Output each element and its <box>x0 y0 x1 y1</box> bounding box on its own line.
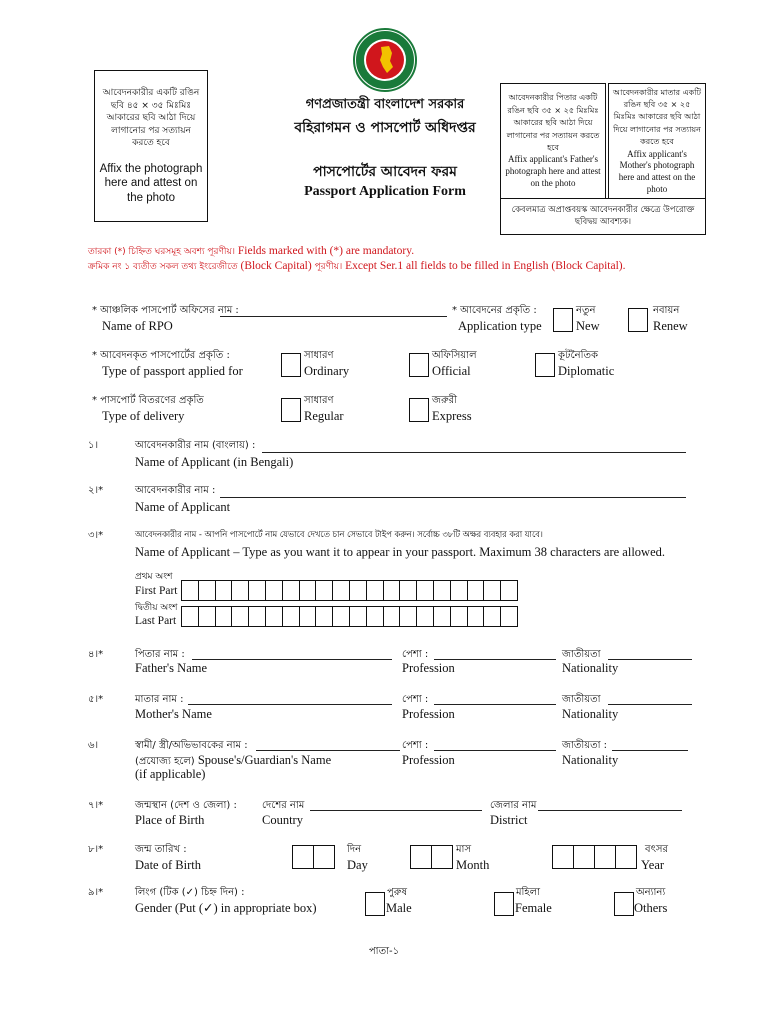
application-type-label: Application type <box>458 319 542 333</box>
spouse-profession-label: Profession <box>402 753 455 767</box>
char-cell[interactable] <box>181 580 199 601</box>
char-cell[interactable] <box>349 606 367 627</box>
field-3-label-bn: আবেদনকারীর নাম - আপনি পাসপোর্টে নাম যেভাবে দেখতে চান সেভাবে টাইপ করুন। সর্বোচ্চ ৩৮টি অক্ষর ব্যবহার করা যাবে। <box>135 529 543 539</box>
ordinary-label: Ordinary <box>304 364 350 378</box>
father-photo-box <box>500 83 606 199</box>
delivery-express-checkbox[interactable] <box>409 398 429 422</box>
diplomatic-label-bn: কূটনৈতিক <box>558 350 598 361</box>
field-1-number: ১। <box>88 440 99 451</box>
mother-profession-label: Profession <box>402 707 455 721</box>
place-of-birth-label-bn: জন্মস্থান (দেশ ও জেলা) : <box>135 800 237 811</box>
minor-note: কেবলমাত্র অপ্রাপ্তবয়স্ক আবেদনকারীর ক্ষেত্রে উপরোক্ত ছবিদ্বয় আবশ্যক। <box>511 204 695 227</box>
regular-label: Regular <box>304 409 344 423</box>
applicant-photo-instruction-en: Affix the photograph here and attest on the photo <box>99 162 203 204</box>
application-type-new-checkbox[interactable] <box>553 308 573 332</box>
year-label-bn: বৎসর <box>645 844 669 855</box>
if-applicable-bn: (প্রযোজ্য হলে) <box>135 756 195 767</box>
block-capital-note <box>88 260 625 273</box>
mother-photo-instruction-en: Affix applicant's Mother's photograph here and attest on the photo <box>618 148 696 194</box>
char-cell[interactable] <box>366 606 384 627</box>
month-label-bn: মাস <box>456 844 472 855</box>
rpo-label: Name of RPO <box>102 319 173 333</box>
field-8-number: ৮।* <box>88 844 104 855</box>
renew-label: Renew <box>653 319 688 333</box>
field-3-label: Name of Applicant – Type as you want it to appear in your passport. Maximum 38 characters are allowed. <box>135 545 665 559</box>
char-cell[interactable] <box>500 606 518 627</box>
father-nationality-label: Nationality <box>562 661 619 675</box>
day-label: Day <box>347 858 368 872</box>
spouse-nationality-input[interactable] <box>612 750 688 751</box>
last-part-label: Last Part <box>135 615 177 627</box>
char-cell[interactable] <box>265 580 283 601</box>
char-cell[interactable] <box>332 580 350 601</box>
spouse-nationality-label-bn: জাতীয়তা : <box>562 740 608 751</box>
delivery-regular-checkbox[interactable] <box>281 398 301 422</box>
field-1-label: Name of Applicant (in Bengali) <box>135 455 294 469</box>
char-cell[interactable] <box>215 606 233 627</box>
dob-label-bn: জন্ম তারিখ : <box>135 844 187 855</box>
first-part-label: First Part <box>135 585 178 597</box>
female-label: Female <box>515 901 552 915</box>
ordinary-label-bn: সাধারণ <box>304 350 334 361</box>
gender-label: Gender (Put (✓) in appropriate box) <box>135 901 317 915</box>
char-cell[interactable] <box>450 606 468 627</box>
father-photo-instruction-bn: আবেদনকারীর পিতার একটি রঙিন ছবি ৩৫ × ২৫ মিঃমিঃ আকারের ছবি আঠা দিয়ে লাগানোর পর সত্যায়ন করতে হবে <box>506 93 600 153</box>
department-title: বহিরাগমন ও পাসপোর্ট অধিদপ্তর <box>294 120 476 136</box>
dob-label: Date of Birth <box>135 858 201 872</box>
char-cell[interactable] <box>416 580 434 601</box>
char-cell[interactable] <box>181 606 199 627</box>
field-3-number: ৩।* <box>88 530 104 541</box>
country-label-bn: দেশের নাম <box>262 800 305 811</box>
application-type-renew-checkbox[interactable] <box>628 308 648 332</box>
first-part-label-bn: প্রথম অংশ <box>135 572 173 582</box>
last-part-label-bn: দ্বিতীয় অংশ <box>135 603 178 613</box>
male-label: Male <box>386 901 412 915</box>
block-capital-note-en: Except Ser.1 all fields to be filled in English (Block Capital). <box>342 260 626 272</box>
char-cell[interactable] <box>500 580 518 601</box>
first-part-char-grid[interactable] <box>181 580 517 601</box>
father-name-label-bn: পিতার নাম : <box>135 649 185 660</box>
rpo-input[interactable] <box>220 316 447 317</box>
dob-month-boxes[interactable] <box>410 845 452 869</box>
char-cell[interactable] <box>248 606 266 627</box>
mother-name-label-bn: মাতার নাম : <box>135 694 184 705</box>
application-type-label-bn: * আবেদনের প্রকৃতি : <box>452 305 537 316</box>
mother-photo-instruction-bn: আবেদনকারীর মাতার একটি রঙিন ছবি ৩৫ × ২৫ মিঃমিঃ আকারের ছবি আঠা দিয়ে লাগানোর পর সত্যায়ন করতে হবে <box>613 87 701 147</box>
char-cell[interactable] <box>383 606 401 627</box>
father-name-label: Father's Name <box>135 661 208 675</box>
district-label: District <box>490 813 528 827</box>
form-title: Passport Application Form <box>304 184 466 199</box>
char-cell[interactable] <box>315 606 333 627</box>
minor-note-box <box>500 198 706 235</box>
char-cell[interactable] <box>198 606 216 627</box>
official-label-bn: অফিসিয়াল <box>432 350 477 361</box>
block-capital-note-mid: (Block Capital) <box>237 260 315 272</box>
day-label-bn: দিন <box>347 844 362 855</box>
female-label-bn: মহিলা <box>516 887 541 898</box>
mother-profession-label-bn: পেশা : <box>402 694 429 705</box>
char-cell[interactable] <box>265 606 283 627</box>
digit-cell[interactable] <box>552 845 574 869</box>
char-cell[interactable] <box>467 606 485 627</box>
gender-label-bn: লিংগ (টিক (✓) চিহ্ন দিন) : <box>135 887 245 898</box>
char-cell[interactable] <box>483 606 501 627</box>
district-label-bn: জেলার নাম <box>490 800 537 811</box>
char-cell[interactable] <box>399 606 417 627</box>
spouse-profession-input[interactable] <box>434 750 556 751</box>
place-of-birth-label: Place of Birth <box>135 813 205 827</box>
gender-female-checkbox[interactable] <box>494 892 514 916</box>
mother-name-input[interactable] <box>188 704 392 705</box>
regular-label-bn: সাধারণ <box>304 395 334 406</box>
field-7-number: ৭।* <box>88 800 104 811</box>
char-cell[interactable] <box>248 580 266 601</box>
spouse-nationality-label: Nationality <box>562 753 619 767</box>
mother-nationality-label-bn: জাতীয়তা <box>562 694 601 705</box>
father-nationality-input[interactable] <box>608 659 692 660</box>
delivery-type-label-bn: * পাসপোর্ট বিতরণের প্রকৃতি <box>92 395 204 406</box>
father-nationality-label-bn: জাতীয়তা <box>562 649 601 660</box>
country-label: Country <box>262 813 303 827</box>
diplomatic-label: Diplomatic <box>558 364 615 378</box>
char-cell[interactable] <box>349 580 367 601</box>
mother-photo-box <box>608 83 706 199</box>
digit-cell[interactable] <box>313 845 335 869</box>
applicant-name-bengali-input[interactable] <box>262 452 686 453</box>
new-label: New <box>576 319 600 333</box>
spouse-name-input[interactable] <box>256 750 400 751</box>
mother-nationality-label: Nationality <box>562 707 619 721</box>
mother-profession-input[interactable] <box>434 704 556 705</box>
char-cell[interactable] <box>299 580 317 601</box>
birth-district-input[interactable] <box>538 810 682 811</box>
char-cell[interactable] <box>282 606 300 627</box>
char-cell[interactable] <box>383 580 401 601</box>
year-label: Year <box>641 858 665 872</box>
digit-cell[interactable] <box>410 845 432 869</box>
char-cell[interactable] <box>332 606 350 627</box>
char-cell[interactable] <box>366 580 384 601</box>
passport-type-label-bn: * আবেদনকৃত পাসপোর্টের প্রকৃতি : <box>92 350 230 361</box>
field-5-number: ৫।* <box>88 694 104 705</box>
field-2-label-bn: আবেদনকারীর নাম : <box>135 485 216 496</box>
father-name-input[interactable] <box>192 659 392 660</box>
express-label: Express <box>432 409 472 423</box>
char-cell[interactable] <box>483 580 501 601</box>
field-6-number: ৬। <box>88 740 99 751</box>
month-label: Month <box>456 858 490 872</box>
char-cell[interactable] <box>299 606 317 627</box>
field-9-number: ৯।* <box>88 887 104 898</box>
char-cell[interactable] <box>433 606 451 627</box>
gender-others-checkbox[interactable] <box>614 892 634 916</box>
government-emblem <box>352 27 418 93</box>
rpo-label-bn: * আঞ্চলিক পাসপোর্ট অফিসের নাম : <box>92 305 239 316</box>
char-cell[interactable] <box>399 580 417 601</box>
char-cell[interactable] <box>416 606 434 627</box>
spouse-name-label: Spouse's/Guardian's Name <box>194 753 332 767</box>
digit-cell[interactable] <box>615 845 637 869</box>
applicant-name-input[interactable] <box>220 497 686 498</box>
char-cell[interactable] <box>215 580 233 601</box>
digit-cell[interactable] <box>594 845 616 869</box>
mother-nationality-input[interactable] <box>608 704 692 705</box>
male-label-bn: পুরুষ <box>387 887 407 898</box>
form-title-bn: পাসপোর্টের আবেদন ফরম <box>313 164 457 180</box>
gender-male-checkbox[interactable] <box>365 892 385 916</box>
father-profession-label-bn: পেশা : <box>402 649 429 660</box>
char-cell[interactable] <box>433 580 451 601</box>
block-capital-note-bn2: পূরণীয়। <box>314 262 343 272</box>
digit-cell[interactable] <box>573 845 595 869</box>
char-cell[interactable] <box>450 580 468 601</box>
others-label-bn: অন্যান্য <box>636 887 666 898</box>
digit-cell[interactable] <box>431 845 453 869</box>
passport-type-official-checkbox[interactable] <box>409 353 429 377</box>
char-cell[interactable] <box>467 580 485 601</box>
mandatory-note <box>88 245 414 258</box>
spouse-profession-label-bn: পেশা : <box>402 740 429 751</box>
passport-type-label: Type of passport applied for <box>102 364 243 378</box>
char-cell[interactable] <box>315 580 333 601</box>
page-number: পাতা-১ <box>368 946 400 957</box>
char-cell[interactable] <box>198 580 216 601</box>
new-label-bn: নতুন <box>576 305 596 316</box>
field-2-number: ২।* <box>88 485 104 496</box>
father-profession-label: Profession <box>402 661 455 675</box>
passport-type-ordinary-checkbox[interactable] <box>281 353 301 377</box>
dob-day-boxes[interactable] <box>292 845 334 869</box>
char-cell[interactable] <box>231 606 249 627</box>
official-label: Official <box>432 364 471 378</box>
applicant-photo-instruction-bn: আবেদনকারীর একটি রঙিন ছবি ৪৫ × ৩৫ মিঃমিঃ আকারের ছবি আঠা দিয়ে লাগানোর পর সত্যায়ন করতে হবে <box>102 87 200 149</box>
field-4-number: ৪।* <box>88 649 104 660</box>
others-label: Others <box>634 901 668 915</box>
birth-country-input[interactable] <box>310 810 482 811</box>
if-applicable-label: (if applicable) <box>135 767 206 781</box>
spouse-name-label-bn: স্বামী/ স্ত্রী/অভিভাবকের নাম : <box>135 740 248 751</box>
passport-type-diplomatic-checkbox[interactable] <box>535 353 555 377</box>
father-profession-input[interactable] <box>434 659 556 660</box>
block-capital-note-bn: ক্রমিক নং ১ ব্যতীত সকল তথ্য ইংরেজীতে <box>88 262 238 272</box>
mandatory-note-en: Fields marked with (*) are mandatory. <box>235 245 415 257</box>
mother-name-label: Mother's Name <box>135 707 212 721</box>
digit-cell[interactable] <box>292 845 314 869</box>
char-cell[interactable] <box>282 580 300 601</box>
express-label-bn: জরুরী <box>432 395 457 406</box>
field-2-label: Name of Applicant <box>135 500 231 514</box>
char-cell[interactable] <box>231 580 249 601</box>
delivery-type-label: Type of delivery <box>102 409 185 423</box>
renew-label-bn: নবায়ন <box>653 305 680 316</box>
government-title: গণপ্রজাতন্ত্রী বাংলাদেশ সরকার <box>305 97 465 112</box>
applicant-photo-box <box>94 70 208 222</box>
field-1-label-bn: আবেদনকারীর নাম (বাংলায়) : <box>135 440 256 451</box>
dob-year-boxes[interactable] <box>552 845 636 869</box>
last-part-char-grid[interactable] <box>181 606 517 627</box>
father-photo-instruction-en: Affix applicant's Father's photograph here and attest on the photo <box>505 154 601 188</box>
mandatory-note-bn: তারকা (*) চিহ্নিত ঘরসমূহ অবশ্য পূরণীয়। <box>88 247 236 257</box>
